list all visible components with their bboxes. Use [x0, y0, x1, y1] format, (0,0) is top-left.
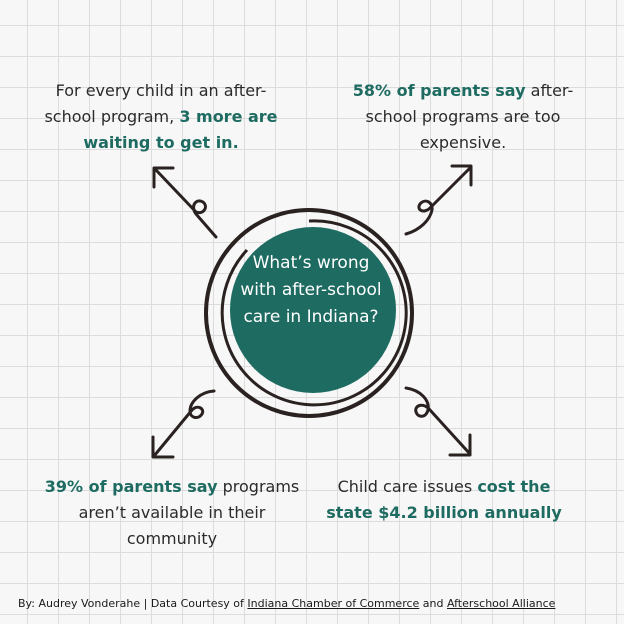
fact-top-left — [30, 78, 292, 156]
source-link-afterschool-alliance[interactable]: Afterschool Alliance — [447, 597, 556, 610]
fact-text: programs aren’t available in their community — [78, 477, 300, 548]
fact-top-right — [332, 78, 594, 156]
fact-highlight: 3 more are waiting to get in. — [83, 107, 278, 152]
fact-highlight: cost the state $4.2 billion annually — [326, 477, 562, 522]
fact-highlight: 58% of parents say — [352, 81, 526, 100]
center-question: What’s wrong with after-school care in Indiana? — [240, 253, 382, 327]
fact-bottom-right — [320, 474, 568, 526]
arrow-down-right-icon — [406, 388, 470, 455]
credit-prefix: By: Audrey Vonderahe | Data Courtesy of — [18, 597, 248, 610]
fact-text: For every child in an after-school program, — [44, 81, 267, 126]
fact-text: after-school programs are too expensive. — [365, 81, 574, 152]
arrow-down-left-icon — [153, 391, 214, 457]
arrow-up-left-icon — [154, 168, 216, 237]
fact-bottom-left — [34, 474, 310, 552]
credit-joiner: and — [419, 597, 447, 610]
credit-line — [18, 597, 555, 610]
fact-text: Child care issues — [337, 477, 478, 496]
fact-highlight: 39% of parents say — [44, 477, 218, 496]
source-link-indiana-chamber[interactable]: Indiana Chamber of Commerce — [247, 597, 420, 610]
arrow-up-right-icon — [406, 166, 471, 234]
